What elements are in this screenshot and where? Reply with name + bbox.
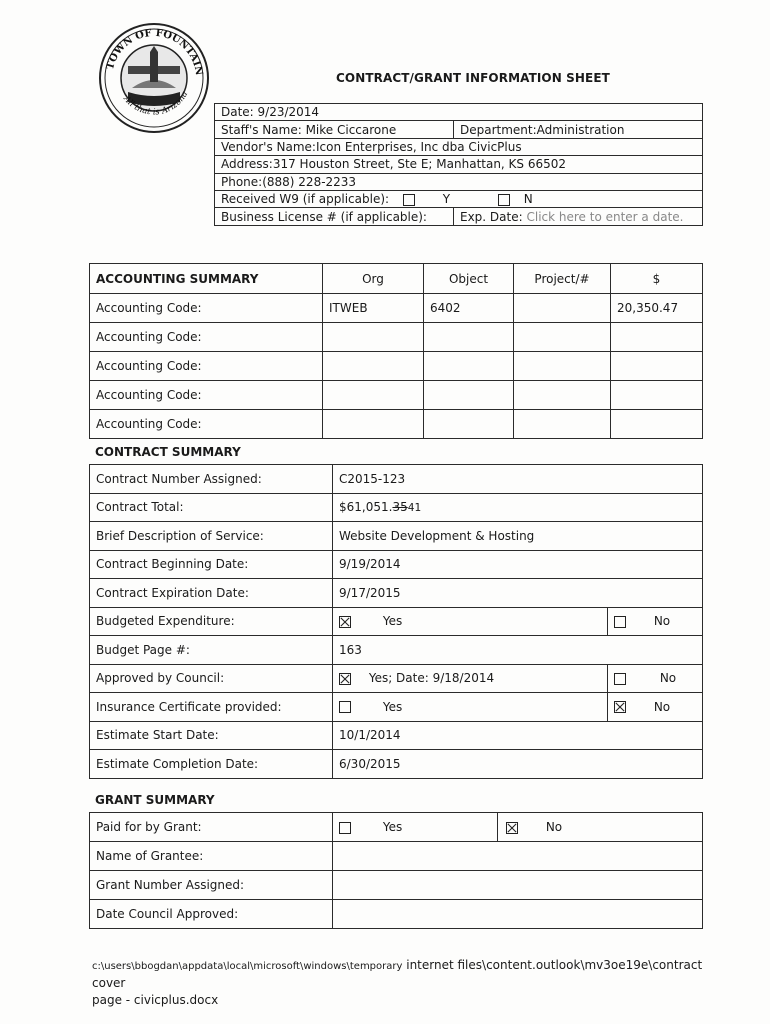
contract-summary-header: CONTRACT SUMMARY [95,445,241,459]
w9-row [215,190,703,207]
file-path-part1: c:\users\bbogdan\appdata\local\microsoft\windows\temporary [92,961,403,972]
contract-total-handwritten: 41 [407,501,421,515]
grant-no-label: No [545,820,563,834]
approved-no-label: No [659,671,677,686]
date-field[interactable]: Date: 9/23/2014 [215,104,703,121]
contract-number-field[interactable]: C2015-123 [333,465,703,494]
project-cell[interactable] [514,352,611,381]
accounting-code-label: Accounting Code: [90,352,323,381]
amount-cell[interactable]: 20,350.47 [611,294,703,323]
project-cell[interactable] [514,323,611,352]
vendor-info-table [214,103,703,226]
accounting-code-label: Accounting Code: [90,410,323,439]
page-title: CONTRACT/GRANT INFORMATION SHEET [336,71,610,85]
project-cell[interactable] [514,381,611,410]
amount-cell[interactable] [611,410,703,439]
accounting-code-label: Accounting Code: [90,381,323,410]
object-cell[interactable]: 6402 [424,294,514,323]
w9-no-label: N [523,192,533,207]
accounting-summary-table [89,263,703,439]
expiration-date-label: Contract Expiration Date: [90,579,333,608]
accounting-summary-header: ACCOUNTING SUMMARY [90,264,323,294]
budgeted-yes-label: Yes [382,614,403,629]
grant-number-label: Grant Number Assigned: [90,871,333,900]
svg-text:TOWN OF FOUNTAIN HILLS: TOWN OF FOUNTAIN [104,27,205,77]
start-date-label: Estimate Start Date: [90,721,333,750]
budgeted-yes-checkbox[interactable] [339,616,351,628]
grant-summary-header: GRANT SUMMARY [95,793,215,807]
budgeted-no-cell [608,607,703,636]
exp-date-label: Exp. Date: [460,209,523,224]
amount-cell[interactable] [611,352,703,381]
approved-yes-label: Yes; Date: 9/18/2014 [368,671,495,686]
checkbox-x-mark [340,674,350,684]
project-cell[interactable] [514,294,611,323]
col-project: Project/# [514,264,611,294]
col-object: Object [424,264,514,294]
approved-label: Approved by Council: [90,664,333,693]
vendor-name-field[interactable]: Vendor's Name:Icon Enterprises, Inc dba CivicPlus [215,138,703,155]
budgeted-label: Budgeted Expenditure: [90,607,333,636]
checkbox-x-mark [615,702,625,712]
paid-by-grant-label: Paid for by Grant: [90,813,333,842]
grant-no-checkbox[interactable] [506,822,518,834]
col-amount: $ [611,264,703,294]
file-path-line2: page - civicplus.docx [92,993,219,1007]
object-cell[interactable] [424,410,514,439]
budgeted-yes-cell [333,607,608,636]
grantee-label: Name of Grantee: [90,842,333,871]
completion-date-field[interactable]: 6/30/2015 [333,750,703,779]
insurance-no-cell [608,693,703,722]
town-seal-logo [98,22,210,134]
object-cell[interactable] [424,381,514,410]
council-approved-label: Date Council Approved: [90,900,333,929]
file-path-footer [92,957,712,1009]
department-field[interactable]: Department:Administration [454,121,703,138]
grant-summary-table [89,812,703,929]
budgeted-no-label: No [653,614,671,629]
org-cell[interactable]: ITWEB [323,294,424,323]
council-approved-field[interactable] [333,900,703,929]
insurance-no-label: No [653,699,671,714]
w9-yes-label: Y [442,192,451,207]
org-cell[interactable] [323,323,424,352]
begin-date-field[interactable]: 9/19/2014 [333,550,703,579]
checkbox-x-mark [507,823,517,833]
w9-label: Received W9 (if applicable): [221,192,390,207]
contract-total-value: $61,051. [339,500,393,515]
insurance-label: Insurance Certificate provided: [90,693,333,722]
description-field[interactable]: Website Development & Hosting [333,522,703,551]
insurance-no-checkbox[interactable] [614,701,626,713]
col-org: Org [323,264,424,294]
file-path-part2: internet files\content.outlook\mv3oe19e\contract cover [92,958,703,990]
grant-yes-label: Yes [382,820,403,834]
approved-yes-checkbox[interactable] [339,673,351,685]
approved-no-checkbox[interactable] [614,673,626,685]
grant-yes-cell [333,813,498,842]
approved-no-cell [608,664,703,693]
budget-page-label: Budget Page #: [90,636,333,665]
description-label: Brief Description of Service: [90,522,333,551]
grant-no-cell [498,813,703,842]
expiration-date-field[interactable]: 9/17/2015 [333,579,703,608]
grant-number-field[interactable] [333,871,703,900]
business-license-label[interactable]: Business License # (if applicable): [215,208,454,225]
project-cell[interactable] [514,410,611,439]
insurance-yes-checkbox[interactable] [339,701,351,713]
w9-yes-checkbox[interactable] [403,194,415,206]
contract-number-label: Contract Number Assigned: [90,465,333,494]
insurance-yes-label: Yes [382,699,403,714]
org-cell[interactable] [323,381,424,410]
grantee-field[interactable] [333,842,703,871]
contract-total-field[interactable] [333,493,703,522]
budget-page-field[interactable]: 163 [333,636,703,665]
phone-field[interactable]: Phone:(888) 228-2233 [215,173,703,190]
checkbox-x-mark [340,617,350,627]
w9-no-checkbox[interactable] [498,194,510,206]
completion-date-label: Estimate Completion Date: [90,750,333,779]
begin-date-label: Contract Beginning Date: [90,550,333,579]
amount-cell[interactable] [611,381,703,410]
insurance-yes-cell [333,693,608,722]
org-cell[interactable] [323,352,424,381]
address-field[interactable]: Address:317 Houston Street, Ste E; Manhattan, KS 66502 [215,156,703,173]
svg-text:All that is Arizona: All that is Arizona [121,89,191,118]
org-cell[interactable] [323,410,424,439]
amount-cell[interactable] [611,323,703,352]
accounting-code-label: Accounting Code: [90,294,323,323]
object-cell[interactable] [424,352,514,381]
exp-date-field[interactable]: Click here to enter a date. [526,209,684,224]
start-date-field[interactable]: 10/1/2014 [333,721,703,750]
grant-yes-checkbox[interactable] [339,822,351,834]
contract-summary-table [89,464,703,779]
contract-total-struck: 35 [392,500,408,515]
staff-name-field[interactable]: Staff's Name: Mike Ciccarone [215,121,454,138]
budgeted-no-checkbox[interactable] [614,616,626,628]
exp-date-cell [454,208,703,225]
contract-total-label: Contract Total: [90,493,333,522]
accounting-code-label: Accounting Code: [90,323,323,352]
approved-yes-cell [333,664,608,693]
object-cell[interactable] [424,323,514,352]
